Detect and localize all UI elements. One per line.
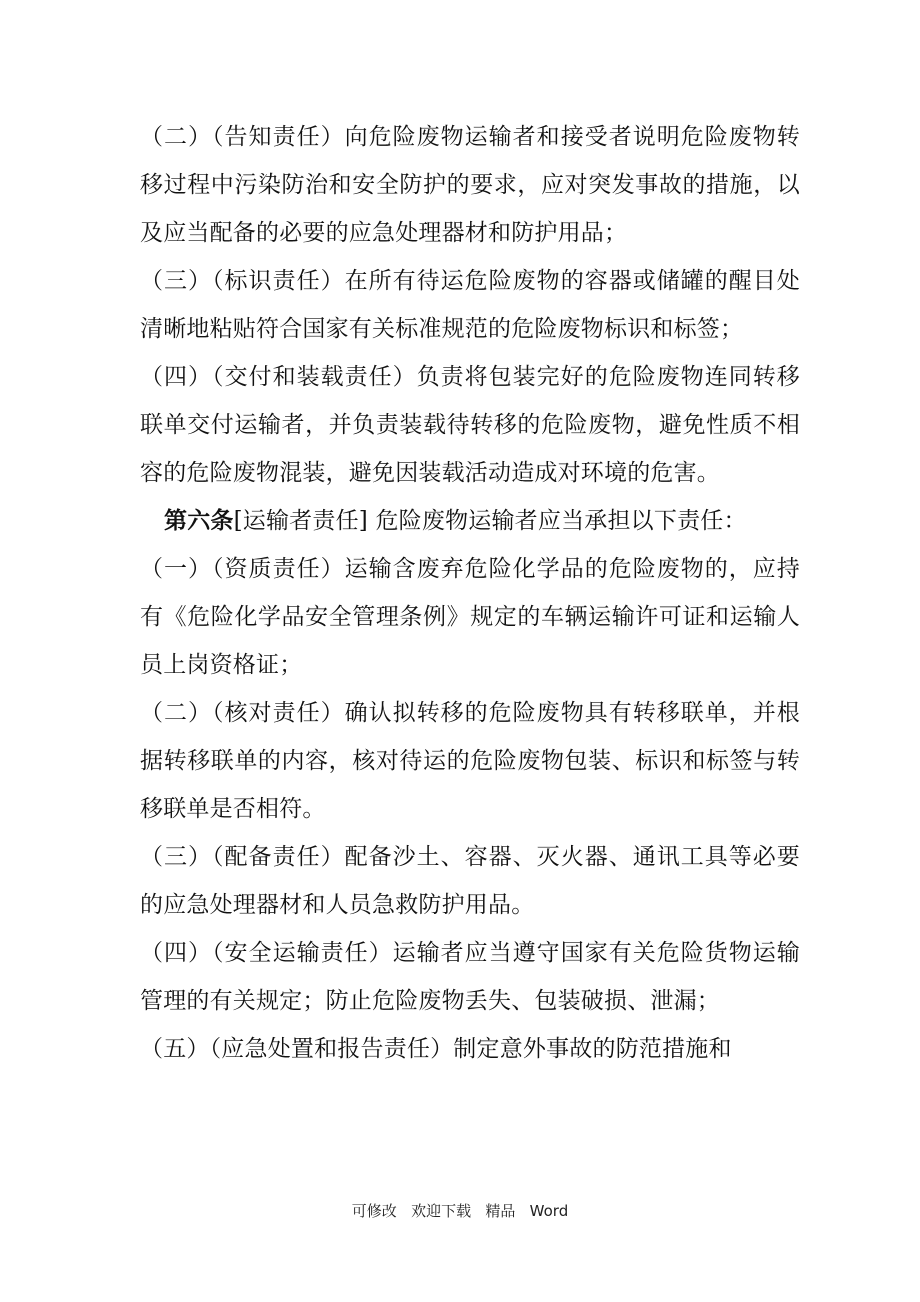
paragraph-delivery-loading-duty: （四）（交付和装载责任）负责将包装完好的危险废物连同转移联单交付运输者，并负责装载待转移的危险废物，避免性质不相容的危险废物混装，避免因装载活动造成对环境的危害。 bbox=[140, 364, 800, 486]
article-six-heading: 第六条 bbox=[164, 507, 234, 534]
paragraph-verification-duty: （二）（核对责任）确认拟转移的危险废物具有转移联单，并根据转移联单的内容，核对待运的危险废物包装、标识和标签与转移联单是否相符。 bbox=[140, 700, 800, 822]
article-six-text: [运输者责任] 危险废物运输者应当承担以下责任： bbox=[233, 508, 747, 534]
page-footer: 可修改 欢迎下载 精品 Word bbox=[351, 1202, 569, 1220]
paragraph-emergency-duty: （五）（应急处置和报告责任）制定意外事故的防范措施和 bbox=[140, 1036, 732, 1062]
paragraph-equipment-duty: （三）（配备责任）配备沙土、容器、灭火器、通讯工具等必要的应急处理器材和人员急救防护用品。 bbox=[140, 844, 800, 918]
article-six-paragraph bbox=[140, 497, 800, 545]
paragraph-notification-duty: （二）（告知责任）向危险废物运输者和接受者说明危险废物转移过程中污染防治和安全防护的要求，应对突发事故的措施，以及应当配备的必要的应急处理器材和防护用品； bbox=[140, 124, 800, 246]
paragraph-safe-transport-duty: （四）（安全运输责任）运输者应当遵守国家有关危险货物运输管理的有关规定；防止危险废物丢失、包装破损、泄漏； bbox=[140, 940, 800, 1014]
paragraph-labeling-duty: （三）（标识责任）在所有待运危险废物的容器或储罐的醒目处清晰地粘贴符合国家有关标准规范的危险废物标识和标签； bbox=[140, 268, 800, 342]
document-body bbox=[140, 113, 800, 1073]
paragraph-qualification-duty: （一）（资质责任）运输含废弃危险化学品的危险废物的，应持有《危险化学品安全管理条例》规定的车辆运输许可证和运输人员上岗资格证； bbox=[140, 556, 800, 678]
